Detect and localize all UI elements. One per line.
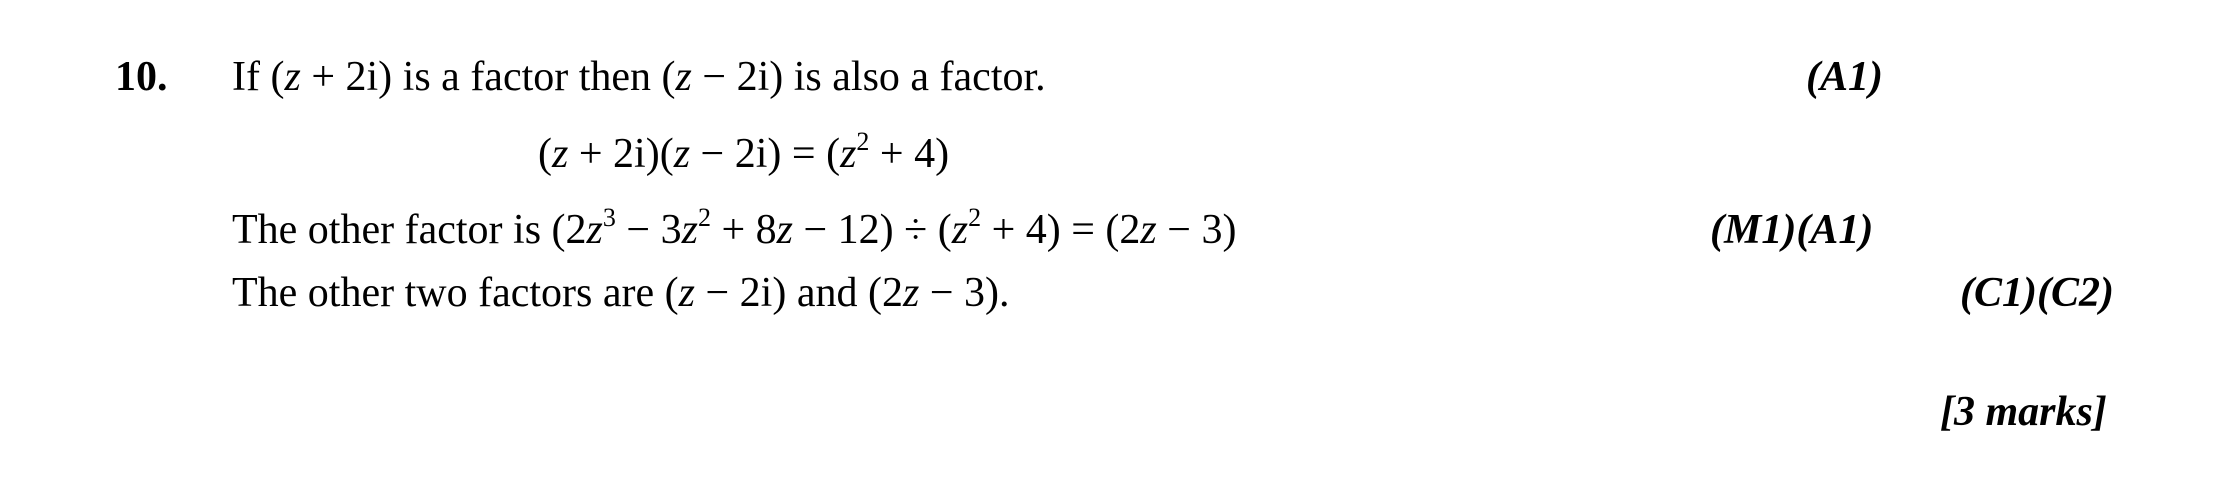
- line-2-equation: $(z + 2i)(z - 2i) = (z^2 + 4)$: [538, 127, 950, 177]
- mark-m1-a1: (M1)(A1): [1710, 207, 1874, 253]
- total-marks: [3 marks]: [1940, 389, 2107, 435]
- mark-c1-c2: (C1)(C2): [1960, 270, 2114, 316]
- solution-line-1: [232, 56, 1046, 98]
- line-3-text: The other factor is $(2z^3 - 3z^2 + 8z - 12) \div (z^2 + 4) = (2z - 3)$: [232, 203, 1237, 253]
- line-4-text: The other two factors are (z − 2i) and (2z − 3).: [232, 270, 1010, 316]
- line-1-text: If (z + 2i) is a factor then (z − 2i) is also a factor.: [232, 54, 1046, 100]
- solution-line-2: [538, 127, 950, 177]
- solution-line-3: [232, 203, 1237, 253]
- solution-line-4: [232, 272, 1010, 314]
- question-number: 10.: [115, 54, 168, 100]
- mark-a1: (A1): [1806, 54, 1883, 100]
